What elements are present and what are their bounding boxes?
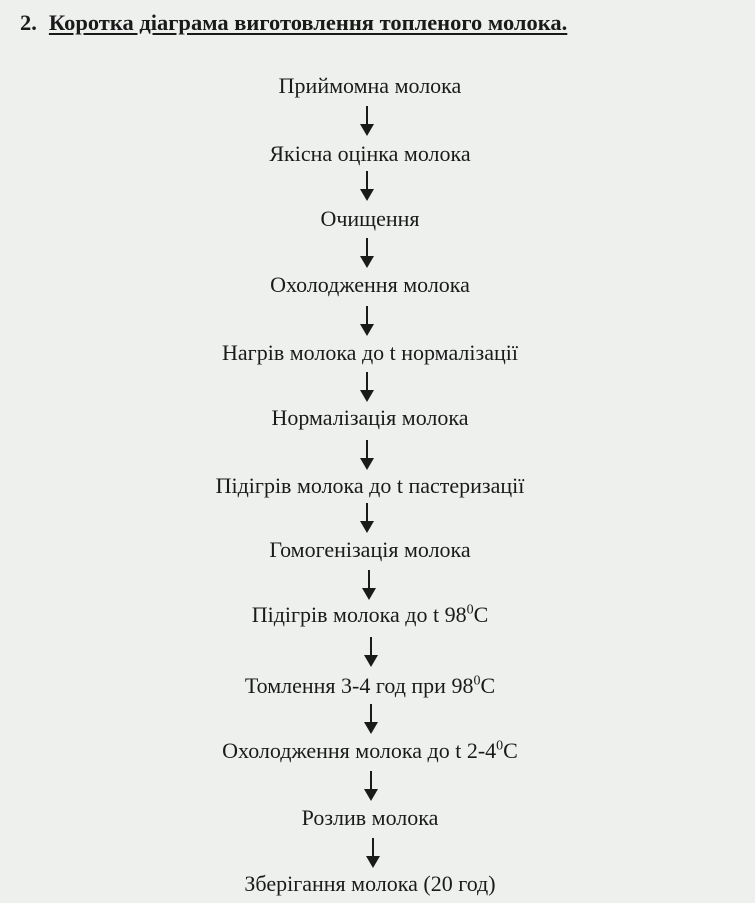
flow-step-5-text: Нагрів молока до t нормалізації [222, 340, 518, 365]
section-heading [20, 10, 567, 36]
flow-step-12-text: Розлив молока [301, 805, 439, 830]
flow-step-11-text: Охолодження молока до t 2-4 [222, 738, 497, 763]
flow-arrow-9 [363, 637, 379, 667]
flow-step-4-text: Охолодження молока [270, 272, 470, 297]
flow-step-8-text: Гомогенізація молока [269, 537, 471, 562]
flow-arrow-3 [359, 238, 375, 268]
flow-step-1 [0, 73, 740, 99]
flow-step-2 [0, 141, 740, 167]
flow-step-11-suffix: C [503, 738, 518, 763]
flow-step-10 [0, 673, 740, 699]
flow-step-11 [0, 738, 740, 764]
flow-step-5 [0, 340, 740, 366]
flow-step-12 [0, 805, 740, 831]
flow-step-3-text: Очищення [320, 206, 420, 231]
flow-step-1-text: Приймомна молока [278, 73, 462, 98]
flow-step-13 [0, 871, 740, 897]
flow-step-6-text: Нормалізація молока [271, 405, 469, 430]
section-number: 2. [20, 10, 37, 35]
flow-arrow-12 [365, 838, 381, 868]
flow-step-7-text: Підігрів молока до t пастеризації [215, 473, 525, 498]
flow-arrow-7 [359, 503, 375, 533]
flow-step-10-sup: 0 [473, 673, 481, 689]
flow-step-11-sup: 0 [496, 738, 504, 754]
flow-step-10-text: Томлення 3-4 год при 98 [244, 673, 474, 698]
flow-step-9-sup: 0 [466, 602, 474, 618]
flow-step-13-text: Зберігання молока (20 год) [244, 871, 496, 896]
flow-step-10-suffix: C [480, 673, 496, 698]
flow-arrow-11 [363, 771, 379, 801]
flow-arrow-4 [359, 306, 375, 336]
flow-step-6 [0, 405, 740, 431]
flow-step-3 [0, 206, 740, 232]
flow-step-9 [0, 602, 740, 628]
flow-arrow-8 [361, 570, 377, 600]
flow-arrow-2 [359, 171, 375, 201]
flow-step-2-text: Якісна оцінка молока [269, 141, 471, 166]
flow-step-9-text: Підігрів молока до t 98 [251, 602, 467, 627]
flow-arrow-1 [359, 106, 375, 136]
flow-step-9-suffix: C [473, 602, 489, 627]
diagram-title: Коротка діаграма виготовлення топленого молока. [48, 10, 568, 35]
flow-arrow-5 [359, 372, 375, 402]
flow-arrow-10 [363, 704, 379, 734]
flow-step-7 [0, 473, 740, 499]
flow-step-4 [0, 272, 740, 298]
flow-step-8 [0, 537, 740, 563]
flow-arrow-6 [359, 440, 375, 470]
